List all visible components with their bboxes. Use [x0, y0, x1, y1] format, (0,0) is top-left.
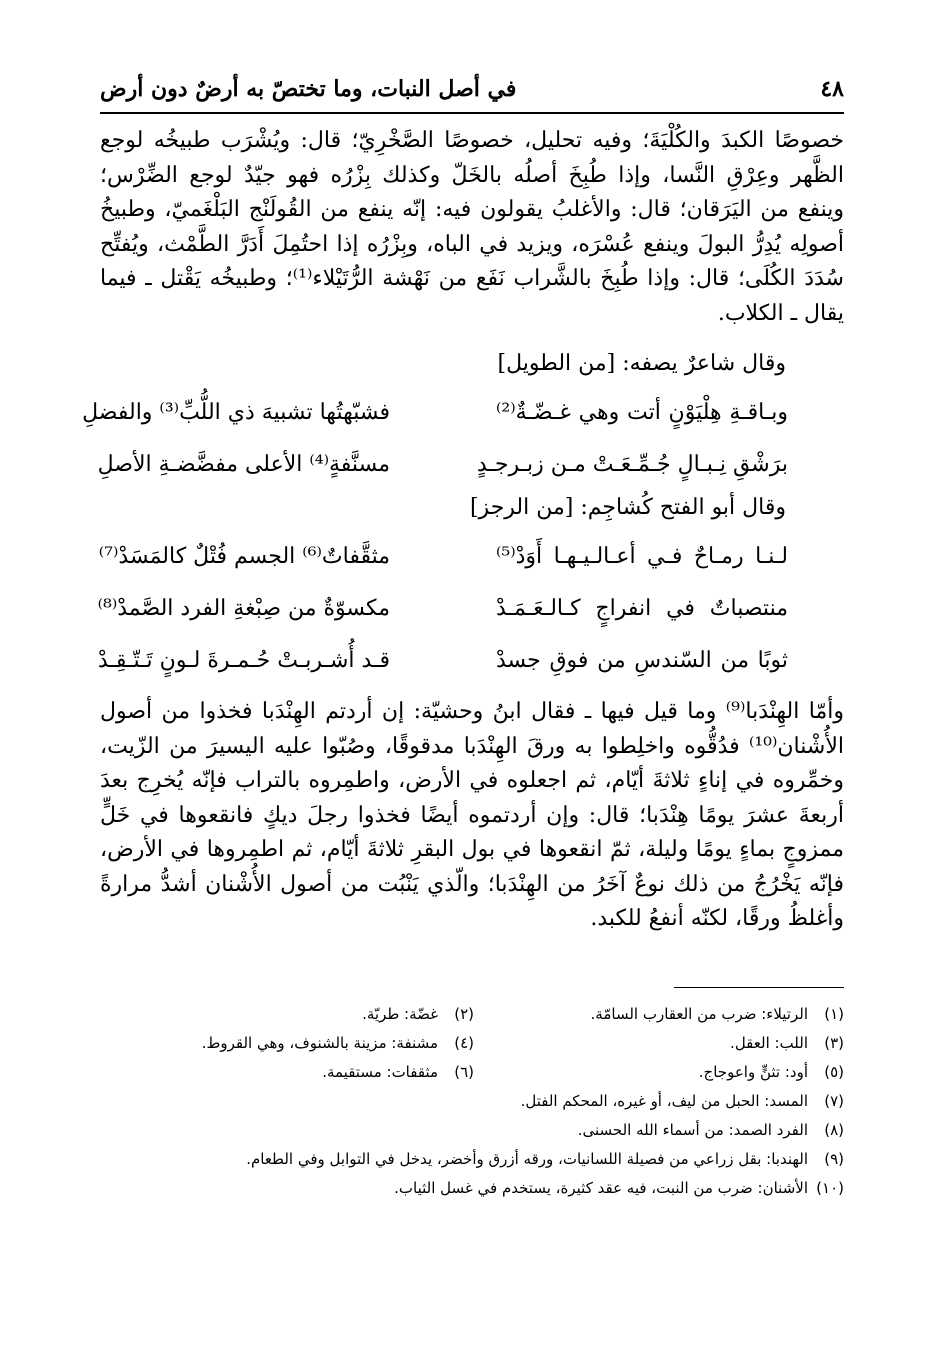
footnote: [474, 1000, 844, 1029]
paragraph-2: وأمّا الهِنْدَبا⁽⁹⁾ وما قيل فيها ـ فقال ابنُ وحشيّة: إن أردتم الهِنْدَبا فخذوا من أصول الأُشْنان⁽¹⁰⁾ فدُقُّوه واخلِطوا به ورقَ الهِنْدَبا مدقوقًا، وصُبّوا عليه اليسيرَ من الزّيت، وخمِّروه في إناءٍ ثلاثةَ أيّام، ثم اجعلوه في الأرض، واطمِروه بالتراب فإنّه يُخرِج بعدَ أربعةَ عشرَ يومًا هِنْدَبا؛ قال: وإن أردتموه أيضًا فخذوا رجلَ ديكٍ فانقعوها في خَلٍّ ممزوجٍ بماءٍ يومًا وليلة، ثمّ انقعوها في بول البقرِ ثلاثةَ أيّام، ثم اطمِروها في الأرض، فإنّه يَخْرُجُ من ذلك نوعٌ آخَرُ من الهِنْدَبا؛ والّذي يَنْبُت من أصول الأُشْنان أشدُّ مرارةً وأغلظُ ورقًا، لكنّه أنفعُ للكبد.: [100, 699, 844, 931]
footnote: [100, 1145, 844, 1174]
footnote-number: (٥): [824, 1062, 844, 1081]
verse-second-hemistich: مكسوّةٌ من صِبْغةِ الفرد الصَّمدْ⁽⁸⁾: [97, 596, 390, 621]
footnote-text: مثقفات: مستقيمة.: [322, 1062, 438, 1081]
footnote-number: (١): [824, 1004, 844, 1023]
paragraph-1: خصوصًا الكبدَ والكُلْيَةَ؛ وفيه تحليل، خصوصًا الصَّخْرِيّ؛ قال: ويُشْرَب طبيخُه لوجع الظَّهر وعِرْقِ النَّسا، وإذا طُبِخَ أصلُه بالخَلّ وكذلك بِزْرُه فهو جيّدٌ لوجع الضِّرْس؛ وينفع من اليَرَقان؛ قال: والأغلبُ يقولون فيه: إنّه ينفع من القُولَنْج البَلْغَميّ، وطبيخُ أصولِه يُدِرُّ البولَ وينفع عُسْرَه، ويزيد في الباه، وبِزْرُه إذا احتُمِلَ أَدَرَّ الطَّمْث، ويُفتِّح سُدَدَ الكُلَى؛ قال: وإذا طُبِخَ بالشَّراب نَفَع من نَهْشة الرُّتَيْلاء⁽¹⁾؛ وطبيخُه يَقْتل ـ فيما يقال ـ الكلاب.: [100, 128, 844, 326]
verse-first-hemistich: ثوبًا من السّندسِ من فوقِ جسدْ: [496, 648, 788, 673]
poem-2: [97, 531, 844, 687]
footnote: [100, 1116, 844, 1145]
footnote-text: الرتيلاء: ضرب من العقارب السامّة.: [590, 1004, 808, 1023]
footnote-pair: [100, 1029, 844, 1058]
footnote: [104, 1058, 474, 1087]
verse-second-hemistich: قـد أُشـربـتْ حُـمـرةَ لـونٍ تَـتّـقِـدْ: [97, 648, 390, 673]
footnote-separator: [674, 987, 844, 988]
footnote-pair: [100, 1000, 844, 1029]
footnote-number: (٢): [454, 1004, 474, 1023]
footnote-text: المسد: الحبل من ليف، أو غيره، المحكم الفتل.: [520, 1091, 808, 1110]
footnotes: [100, 1000, 844, 1203]
footnote-number: (٨): [824, 1120, 844, 1139]
footnote-number: (٦): [454, 1062, 474, 1081]
verse-line: [97, 583, 844, 635]
verse-first-hemistich: وبـاقـةِ هِلْيَوْنٍ أتت وهي غـضّـةٌ⁽²⁾: [496, 400, 788, 425]
verse-first-hemistich: لـنـا رمـاحٌ فـي أعـالـيـهـا أَوَدْ⁽⁵⁾: [496, 544, 788, 569]
footnote-number: (٣): [824, 1033, 844, 1052]
verse-first-hemistich: منتصباتٌ في انفراجٍ كـالـعَـمَـدْ: [496, 596, 788, 621]
footnote: [104, 1000, 474, 1029]
verse-line: [97, 439, 844, 491]
running-header: [100, 76, 844, 112]
chapter-title: في أصل النبات، وما تختصّ به أرضٌ دون أرض: [100, 76, 517, 102]
footnote-text: الفرد الصمد: من أسماء الله الحسنى.: [577, 1120, 808, 1139]
footnote-number: (٧): [824, 1091, 844, 1110]
footnote-text: أود: تثنٍّ واعوجاج.: [698, 1062, 808, 1081]
verse-second-hemistich: فشبّهتُها تشبيهَ ذي اللُّبِّ⁽³⁾ والفضلِ: [82, 400, 390, 425]
poem-1-intro: وقال شاعرٌ يصفه: [من الطويل]: [497, 351, 786, 376]
verse-second-hemistich: مسنَّفةٍ⁽⁴⁾ الأعلى مفضَّضـةِ الأصلِ: [97, 452, 390, 477]
header-rule: [100, 112, 844, 114]
footnote-text: اللب: العقل.: [730, 1033, 808, 1052]
verse-second-hemistich: مثقَّفاتٌ⁽⁶⁾ الجسم فُتْلٌ كالمَسَدْ⁽⁷⁾: [98, 544, 390, 569]
verse-first-hemistich: برَشْقِ نِـبـالٍ جُـمِّـعَـتْ مـن زبـرجـدٍ: [476, 452, 788, 477]
footnote-text: غضّة: طريّة.: [362, 1004, 438, 1023]
footnote-text: الأشنان: ضرب من النبت، فيه عقد كثيرة، يستخدم في غسل الثياب.: [394, 1178, 808, 1197]
verse-line: [100, 531, 844, 583]
footnote: [474, 1029, 844, 1058]
footnote: [100, 1087, 844, 1116]
footnote-number: (١٠): [816, 1178, 844, 1197]
footnote-pair: [100, 1058, 844, 1087]
footnote: [104, 1029, 474, 1058]
verse-line: [82, 387, 844, 439]
verse-line: [97, 635, 844, 687]
poem-2-intro: وقال أبو الفتح كُشاجِم: [من الرجز]: [469, 495, 786, 520]
poem-1: [82, 387, 844, 491]
book-page: [82, 76, 844, 1346]
footnote-text: الهندبا: بقل زراعي من فصيلة اللسانيات، ورقه أزرق وأخضر، يدخل في التوابل وفي الطعام.: [246, 1149, 808, 1168]
footnote-text: مشنفة: مزينة بالشنوف، وهي القروط.: [201, 1033, 438, 1052]
footnote: [100, 1174, 844, 1203]
page-number: ٤٨: [820, 76, 844, 102]
footnote: [474, 1058, 844, 1087]
footnote-number: (٤): [454, 1033, 474, 1052]
footnote-number: (٩): [824, 1149, 844, 1168]
